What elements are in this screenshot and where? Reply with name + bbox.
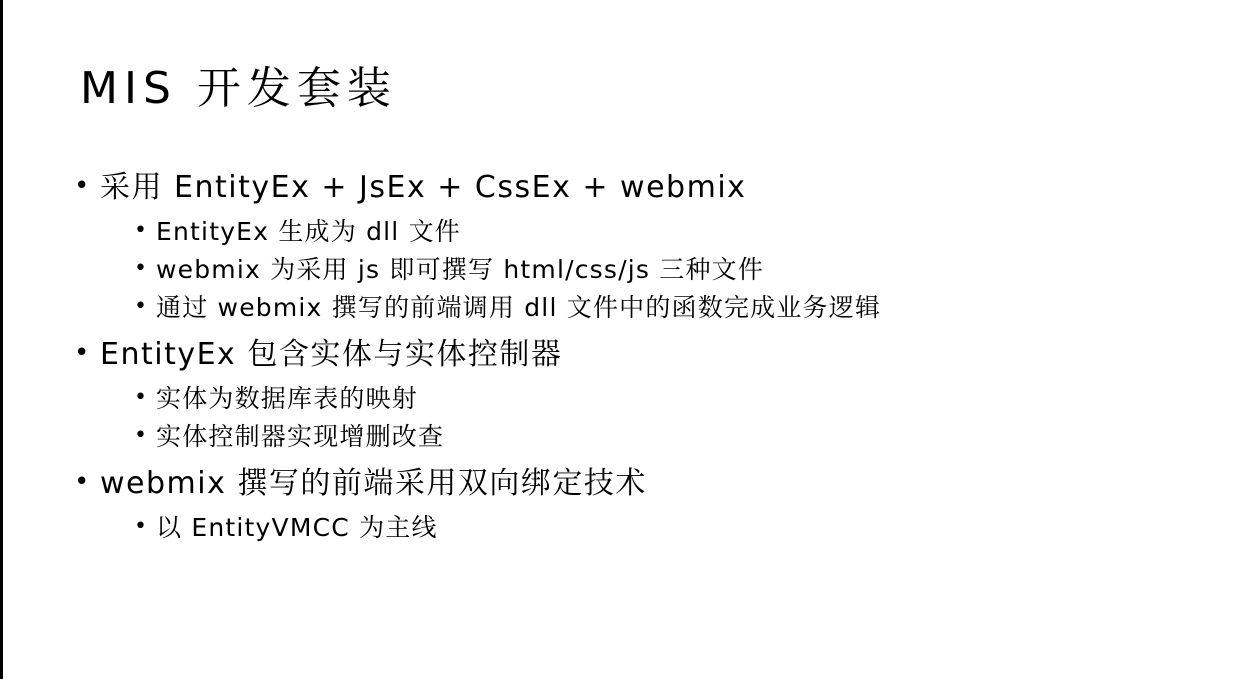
bullet-dot-icon: • xyxy=(134,293,149,319)
list-item-label: webmix 为采用 js 即可撰写 html/css/js 三种文件 xyxy=(156,254,765,284)
bullet-dot-icon: • xyxy=(134,422,149,448)
list-item xyxy=(74,290,1184,325)
bullet-group xyxy=(74,335,1184,454)
list-item-label: 以 EntityVMCC 为主线 xyxy=(156,512,438,542)
list-item xyxy=(74,419,1184,454)
bullet-group xyxy=(74,168,1184,325)
list-item-label: 实体控制器实现增删改查 xyxy=(156,421,445,451)
list-item xyxy=(74,510,1184,545)
list-item-label: 采用 EntityEx + JsEx + CssEx + webmix xyxy=(100,170,747,205)
list-item xyxy=(74,335,1184,375)
list-item-label: webmix 撰写的前端采用双向绑定技术 xyxy=(100,465,647,501)
list-item xyxy=(74,464,1184,504)
list-item xyxy=(74,214,1184,249)
bullet-group xyxy=(74,464,1184,545)
list-item-label: 通过 webmix 撰写的前端调用 dll 文件中的函数完成业务逻辑 xyxy=(156,292,882,322)
list-item xyxy=(74,381,1184,416)
bullet-dot-icon: • xyxy=(74,171,91,201)
slide-body xyxy=(74,168,1184,548)
list-item-label: EntityEx 生成为 dll 文件 xyxy=(156,216,461,246)
list-item-label: 实体为数据库表的映射 xyxy=(156,383,419,413)
bullet-dot-icon: • xyxy=(134,384,149,410)
bullet-dot-icon: • xyxy=(134,513,149,539)
list-item xyxy=(74,252,1184,287)
bullet-dot-icon: • xyxy=(134,217,149,243)
slide-left-border xyxy=(0,0,3,679)
bullet-dot-icon: • xyxy=(134,255,149,281)
page-title: MIS 开发套装 xyxy=(80,63,397,114)
bullet-dot-icon: • xyxy=(74,466,91,497)
bullet-dot-icon: • xyxy=(74,337,91,368)
list-item-label: EntityEx 包含实体与实体控制器 xyxy=(100,336,563,372)
list-item xyxy=(74,168,1184,208)
